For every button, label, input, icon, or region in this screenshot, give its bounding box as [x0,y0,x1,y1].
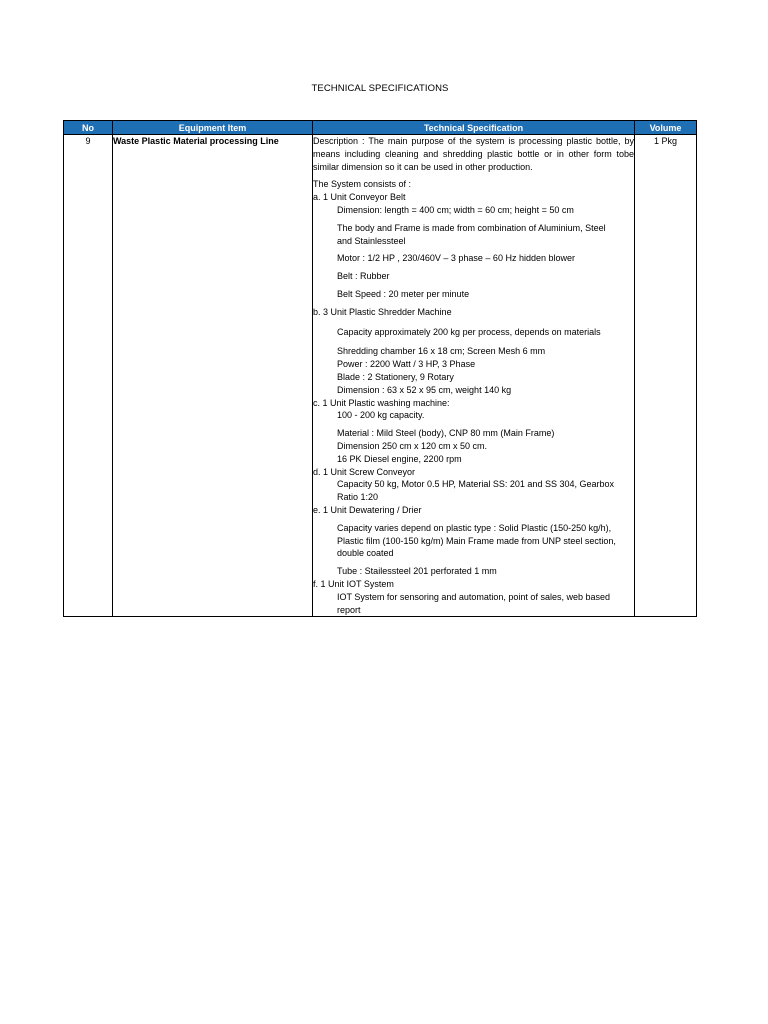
header-technical-specification: Technical Specification [313,121,635,135]
cell-equipment-item: Waste Plastic Material processing Line [113,135,313,617]
spec-description: Description : The main purpose of the system is processing plastic bottle, by means including cleaning and shredding plastic bottle or in other form tobe similar dimension so it can be used in other production. [313,136,634,172]
spec-c-dimension: Dimension 250 cm x 120 cm x 50 cm. [337,440,488,451]
table-header-row [64,121,697,135]
spec-b-title: b. 3 Unit Plastic Shredder Machine [313,306,452,317]
spec-b-blade: Blade : 2 Stationery, 9 Rotary [337,371,454,382]
page-title: TECHNICAL SPECIFICATIONS [311,83,449,94]
spec-d-title: d. 1 Unit Screw Conveyor [313,466,416,477]
header-equipment-item: Equipment Item [113,121,313,135]
spec-f-title: f. 1 Unit IOT System [313,578,394,589]
table-row [64,135,697,617]
spec-system-intro: The System consists of : [313,179,412,190]
spec-d-capacity: Capacity 50 kg, Motor 0.5 HP, Material SS: 201 and SS 304, Gearbox Ratio 1:20 [337,479,614,503]
spec-b-dimension: Dimension : 63 x 52 x 95 cm, weight 140 kg [337,384,512,395]
spec-b-power: Power : 2200 Watt / 3 HP, 3 Phase [337,359,476,370]
header-no: No [64,121,113,135]
spec-c-material: Material : Mild Steel (body), CNP 80 mm (Main Frame) [337,428,555,439]
spec-a-dimension: Dimension: length = 400 cm; width = 60 cm; height = 50 cm [337,204,574,215]
header-volume: Volume [635,121,697,135]
spec-a-motor: Motor : 1/2 HP , 230/460V – 3 phase – 60 Hz hidden blower [337,253,575,264]
spec-a-title: a. 1 Unit Conveyor Belt [313,192,406,203]
spec-a-belt: Belt : Rubber [337,271,390,282]
spec-f-desc: IOT System for sensoring and automation, point of sales, web based report [337,591,610,615]
cell-technical-specification [313,135,635,617]
cell-no: 9 [64,135,113,617]
spec-b-chamber: Shredding chamber 16 x 18 cm; Screen Mesh 6 mm [337,346,546,357]
spec-e-title: e. 1 Unit Dewatering / Drier [313,504,422,515]
spec-c-capacity: 100 - 200 kg capacity. [337,410,425,421]
spec-a-speed: Belt Speed : 20 meter per minute [337,288,470,299]
spec-b-capacity: Capacity approximately 200 kg per process, depends on materials [337,326,601,337]
spec-table [63,120,697,617]
spec-e-tube: Tube : Stailessteel 201 perforated 1 mm [337,566,497,577]
spec-a-body: The body and Frame is made from combination of Aluminium, Steel and Stainlessteel [337,222,606,246]
spec-e-capacity: Capacity varies depend on plastic type : Solid Plastic (150-250 kg/h), Plastic film (100-150 kg/m) Main Frame made from UNP steel section, double coated [337,522,616,559]
spec-c-engine: 16 PK Diesel engine, 2200 rpm [337,453,462,464]
cell-volume: 1 Pkg [635,135,697,617]
spec-c-title: c. 1 Unit Plastic washing machine: [313,397,450,408]
